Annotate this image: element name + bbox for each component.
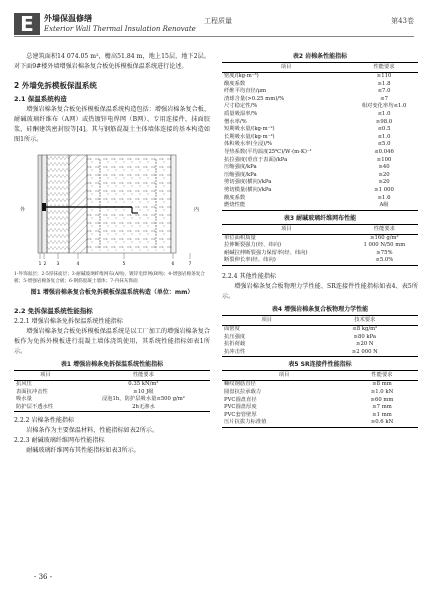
table-cell: 酸度系数 bbox=[224, 80, 246, 87]
table-cell: PVC套管壁厚 bbox=[224, 411, 257, 418]
table-cell: 面密度 bbox=[224, 326, 240, 333]
table-cell: 剪切模量(横向)/kPa bbox=[224, 186, 272, 193]
table-row bbox=[222, 103, 418, 111]
section-2-1-heading: 2.1 保温系统构造 bbox=[14, 95, 67, 103]
table-row bbox=[222, 326, 418, 334]
table-cell: ≥40 bbox=[378, 164, 390, 171]
journal-logo: E bbox=[14, 13, 40, 35]
table-cell: ≤0.5 bbox=[377, 126, 391, 133]
table-row bbox=[222, 88, 418, 96]
table-5 bbox=[222, 370, 418, 428]
table-cell: ≥10 J级 bbox=[133, 388, 154, 395]
table-cell: 憎水率/% bbox=[224, 118, 247, 125]
table-row bbox=[222, 179, 418, 187]
left-column bbox=[14, 52, 210, 456]
table-cell: 压缩强度/kPa bbox=[224, 164, 257, 171]
table-cell: 渣球含量(>0.25 mm)/% bbox=[224, 95, 285, 102]
table-3-caption: 表3 耐碱玻璃纤维网布性能 bbox=[283, 214, 357, 222]
table-2-header: 性能要求 bbox=[350, 63, 418, 73]
section-2-2-2-heading: 2.2.2 岩棉条性能指标 bbox=[14, 417, 75, 425]
table-cell: 压缩强度/kPa bbox=[224, 171, 257, 178]
table-cell: ≤5.0 bbox=[377, 141, 391, 148]
table-1 bbox=[14, 370, 210, 412]
table-cell: ≥110 bbox=[376, 73, 392, 79]
table-cell: ≤5.0% bbox=[375, 257, 394, 264]
table-4-header: 项目 bbox=[222, 316, 312, 326]
page-header bbox=[14, 13, 414, 43]
table-row bbox=[14, 381, 210, 389]
section-label: 工程质量 bbox=[204, 17, 232, 25]
table-cell: 断裂伸长率(经、纬向) bbox=[224, 257, 276, 264]
table-cell: 剪切强度(横向)/kPa bbox=[224, 179, 272, 186]
figure-legend: 1-外饰面层；2-5厚抹面层；3-耐碱玻璃纤维网布(A网)，镀锌电焊网(B网)；4-增强岩棉条复合板；5-增强岩棉条复合板；6-钢筋混凝土墙体；7-内抹灰饰面 bbox=[14, 272, 205, 284]
table-row bbox=[222, 381, 418, 389]
table-row bbox=[222, 141, 418, 149]
table-cell: ≤7 bbox=[380, 95, 388, 102]
table-cell: ≥1.6 bbox=[377, 194, 391, 201]
section-2-2-heading: 2.2 免拆保温系统性能指标 bbox=[14, 307, 93, 315]
section-2-2-3-text: 耐碱玻璃纤维网布其性能指标如表3所示。 bbox=[26, 447, 140, 455]
table-row bbox=[222, 242, 418, 250]
table-cell: ≤7.0 bbox=[377, 88, 391, 95]
table-cell: 圆盘抗拉承载力 bbox=[224, 389, 262, 396]
table-cell: 拉伸断裂强力(经、纬向) bbox=[224, 242, 282, 249]
table-cell: 抗压强度 bbox=[224, 333, 246, 340]
table-3-header: 项目 bbox=[222, 224, 351, 234]
table-cell: ≤1.0 bbox=[377, 133, 391, 140]
table-cell: 纤维平均直径/μm bbox=[224, 88, 267, 95]
table-cell: 导热系数(平均温度25℃)/W·(m·K)⁻¹ bbox=[224, 148, 312, 155]
inside-label: 内 bbox=[194, 207, 200, 213]
outside-label: 外 bbox=[20, 207, 26, 213]
table-cell: 体积吸水率(全浸)/% bbox=[224, 141, 273, 148]
figure-1-caption: 图1 增强岩棉条复合板免拆模板保温系统构造（单位：mm） bbox=[30, 289, 194, 297]
table-cell: ≥75% bbox=[376, 249, 393, 256]
section-2-2-1-text: 增强岩棉条复合板免拆模板保温系统是以工厂加工的增强岩棉条复合板作为免拆外模板进行混凝土墙体浇筑使用，其系统性能指标如表1所示。 bbox=[14, 328, 210, 355]
table-cell: 2h无渗水 bbox=[132, 403, 155, 410]
table-cell: 抗拉强度(垂直于表面)/kPa bbox=[224, 156, 288, 163]
table-cell: A级 bbox=[379, 202, 389, 209]
table-cell: ≥160 g/m² bbox=[370, 234, 399, 241]
table-row bbox=[222, 164, 418, 172]
table-row bbox=[222, 334, 418, 342]
table-1-header: 性能要求 bbox=[77, 371, 210, 381]
table-cell: 燃烧性能 bbox=[224, 202, 246, 209]
table-cell: ≥1.0 kN bbox=[370, 389, 394, 396]
table-cell: ≥100 bbox=[376, 156, 392, 163]
table-cell: 浸泡1h，防护层吸水量≤500 g/m² bbox=[101, 396, 185, 403]
table-cell: PVC圆盘厚度 bbox=[224, 404, 257, 411]
table-1-caption: 表1 增强岩棉条免拆保温系统性能指标 bbox=[60, 361, 164, 368]
table-cell: ≥7 mm bbox=[372, 404, 392, 411]
section-2-2-3-heading: 2.2.3 耐碱玻璃纤维网布性能指标 bbox=[14, 437, 105, 445]
table-row bbox=[222, 404, 418, 412]
table-cell: ≥60 mm bbox=[370, 396, 394, 403]
table-cell: 耐碱拉伸断裂强力保留率(经、纬向) bbox=[224, 249, 308, 256]
table-cell: ≥20 N bbox=[356, 341, 374, 348]
table-cell: ≥2 000 N bbox=[351, 348, 378, 355]
table-cell: 相对变化率均≤1.0 bbox=[361, 103, 407, 110]
table-row bbox=[222, 257, 418, 265]
table-cell: ≥80 kPa bbox=[353, 333, 377, 340]
table-2-header: 项目 bbox=[222, 63, 350, 73]
volume-label: 第43卷 bbox=[391, 17, 414, 25]
table-row bbox=[14, 396, 210, 404]
table-cell: ≥1 000 bbox=[374, 186, 394, 193]
table-cell: 1 000 N/50 mm bbox=[363, 242, 406, 249]
callout-3: 3 bbox=[56, 262, 60, 267]
callout-5: 5 bbox=[122, 262, 126, 267]
table-row bbox=[222, 202, 418, 210]
intro-paragraph: 总建筑面积14 074.05 m²，檐高51.84 m，地上15层，地下2层。对下面9#楼外墙增强岩棉条复合板免拆模板保温系统进行论述。 bbox=[14, 53, 210, 70]
table-cell: 酸度系数 bbox=[224, 194, 246, 201]
section-2-1-text: 增强岩棉条复合板免拆模板保温系统构造包括：增强岩棉条复合板、耐碱玻璃纤维布（A网）或热镀锌电焊网（B网）、专用连接件、抹面胶浆、硅酮建筑密封胶等[4]。其与钢筋混凝土主体墙体连接的基本构造如图1所示。 bbox=[14, 106, 210, 143]
table-cell: ≤1.0 bbox=[377, 110, 391, 117]
table-cell: 单位面积质量 bbox=[224, 234, 256, 241]
table-cell: 表面抗冲击性 bbox=[16, 388, 48, 395]
page-number: - 36 - bbox=[34, 573, 53, 581]
wall-construction-diagram bbox=[14, 149, 210, 267]
table-cell: 抗冲击性 bbox=[224, 348, 246, 355]
table-5-caption: 表5 SR连接件性能指标 bbox=[288, 361, 352, 369]
table-cell: ≥0.6 kN bbox=[370, 419, 394, 426]
section-2-2-2-text: 岩棉条作为主要保温材料，性能指标如表2所示。 bbox=[26, 427, 159, 435]
table-cell: ≥1.8 bbox=[377, 80, 391, 87]
table-row bbox=[222, 341, 418, 349]
table-row bbox=[222, 126, 418, 134]
table-row bbox=[222, 187, 418, 195]
table-cell: ≥20 bbox=[378, 179, 390, 186]
section-2-2-1-heading: 2.2.1 增强岩棉条免拆保温系统性能指标 bbox=[14, 318, 123, 325]
table-row bbox=[222, 149, 418, 157]
journal-title-en: Exterior Wall Thermal Insulation Renovate bbox=[44, 25, 196, 33]
callout-6: 6 bbox=[171, 262, 175, 267]
table-row bbox=[222, 111, 418, 119]
header-rule bbox=[14, 36, 414, 37]
table-5-header: 性能要求 bbox=[346, 371, 418, 381]
callout-2: 2 bbox=[43, 262, 47, 267]
table-1-header: 项目 bbox=[14, 371, 77, 381]
table-row bbox=[222, 73, 418, 81]
table-row bbox=[222, 195, 418, 203]
table-cell: 短期吸水量/(kg·m⁻²) bbox=[224, 126, 275, 133]
table-cell: ≤0.046 bbox=[374, 148, 394, 155]
table-4-caption: 表4 增强岩棉条复合板物理力学性能 bbox=[271, 306, 369, 314]
section-2-heading: 2 外墙免拆模板保温系统 bbox=[14, 81, 97, 90]
table-cell: ≥98.0 bbox=[375, 118, 393, 125]
table-cell: 抗折荷载 bbox=[224, 341, 246, 348]
figure-1 bbox=[14, 149, 210, 304]
table-cell: 吸水量 bbox=[16, 396, 32, 403]
right-column bbox=[222, 52, 418, 428]
callout-4: 4 bbox=[76, 262, 80, 267]
table-2-caption: 表2 岩棉条性能指标 bbox=[292, 53, 348, 60]
table-cell: 长期吸水量/(kg·m⁻²) bbox=[224, 133, 275, 140]
table-cell: 压片抗拔力标准值 bbox=[224, 419, 267, 426]
table-cell: 0.35 kN/m² bbox=[128, 381, 159, 387]
journal-title-cn: 外墙保温修缮 bbox=[44, 14, 92, 23]
callout-7: 7 bbox=[188, 262, 192, 267]
table-cell: PVC圆盘直径 bbox=[224, 396, 257, 403]
table-cell: ≥8 mm bbox=[372, 381, 392, 388]
table-5-header: 项目 bbox=[222, 371, 346, 381]
table-cell: 防护层不透水性 bbox=[16, 403, 54, 410]
section-2-2-4-heading: 2.2.4 其他性能指标 bbox=[222, 273, 277, 281]
table-cell: 密度/(kg·m⁻³) bbox=[224, 73, 259, 79]
table-cell: ≥20 bbox=[378, 171, 390, 178]
table-cell: ≥1 mm bbox=[372, 411, 392, 418]
table-row bbox=[222, 349, 418, 357]
table-row bbox=[222, 419, 418, 427]
table-cell: 质量吸湿率/% bbox=[224, 110, 258, 117]
table-row bbox=[222, 389, 418, 397]
table-4-header: 技术要求 bbox=[312, 316, 418, 326]
section-2-2-4-text: 增强岩棉条复合板物理力学性能、SR连接件性能指标如表4、表5所示。 bbox=[222, 283, 418, 301]
table-cell: ≤8 kg/m² bbox=[352, 326, 378, 333]
callout-1: 1 bbox=[38, 262, 42, 267]
table-3-header: 性能要求 bbox=[351, 224, 418, 234]
table-cell: 螺纹钢筋直径 bbox=[224, 381, 256, 388]
table-cell: 抗风压 bbox=[16, 381, 32, 387]
table-row bbox=[14, 404, 210, 412]
table-3 bbox=[222, 224, 418, 266]
table-cell: 尺寸稳定性/% bbox=[224, 103, 258, 110]
table-row bbox=[222, 157, 418, 165]
table-4 bbox=[222, 315, 418, 357]
table-2 bbox=[222, 62, 418, 211]
